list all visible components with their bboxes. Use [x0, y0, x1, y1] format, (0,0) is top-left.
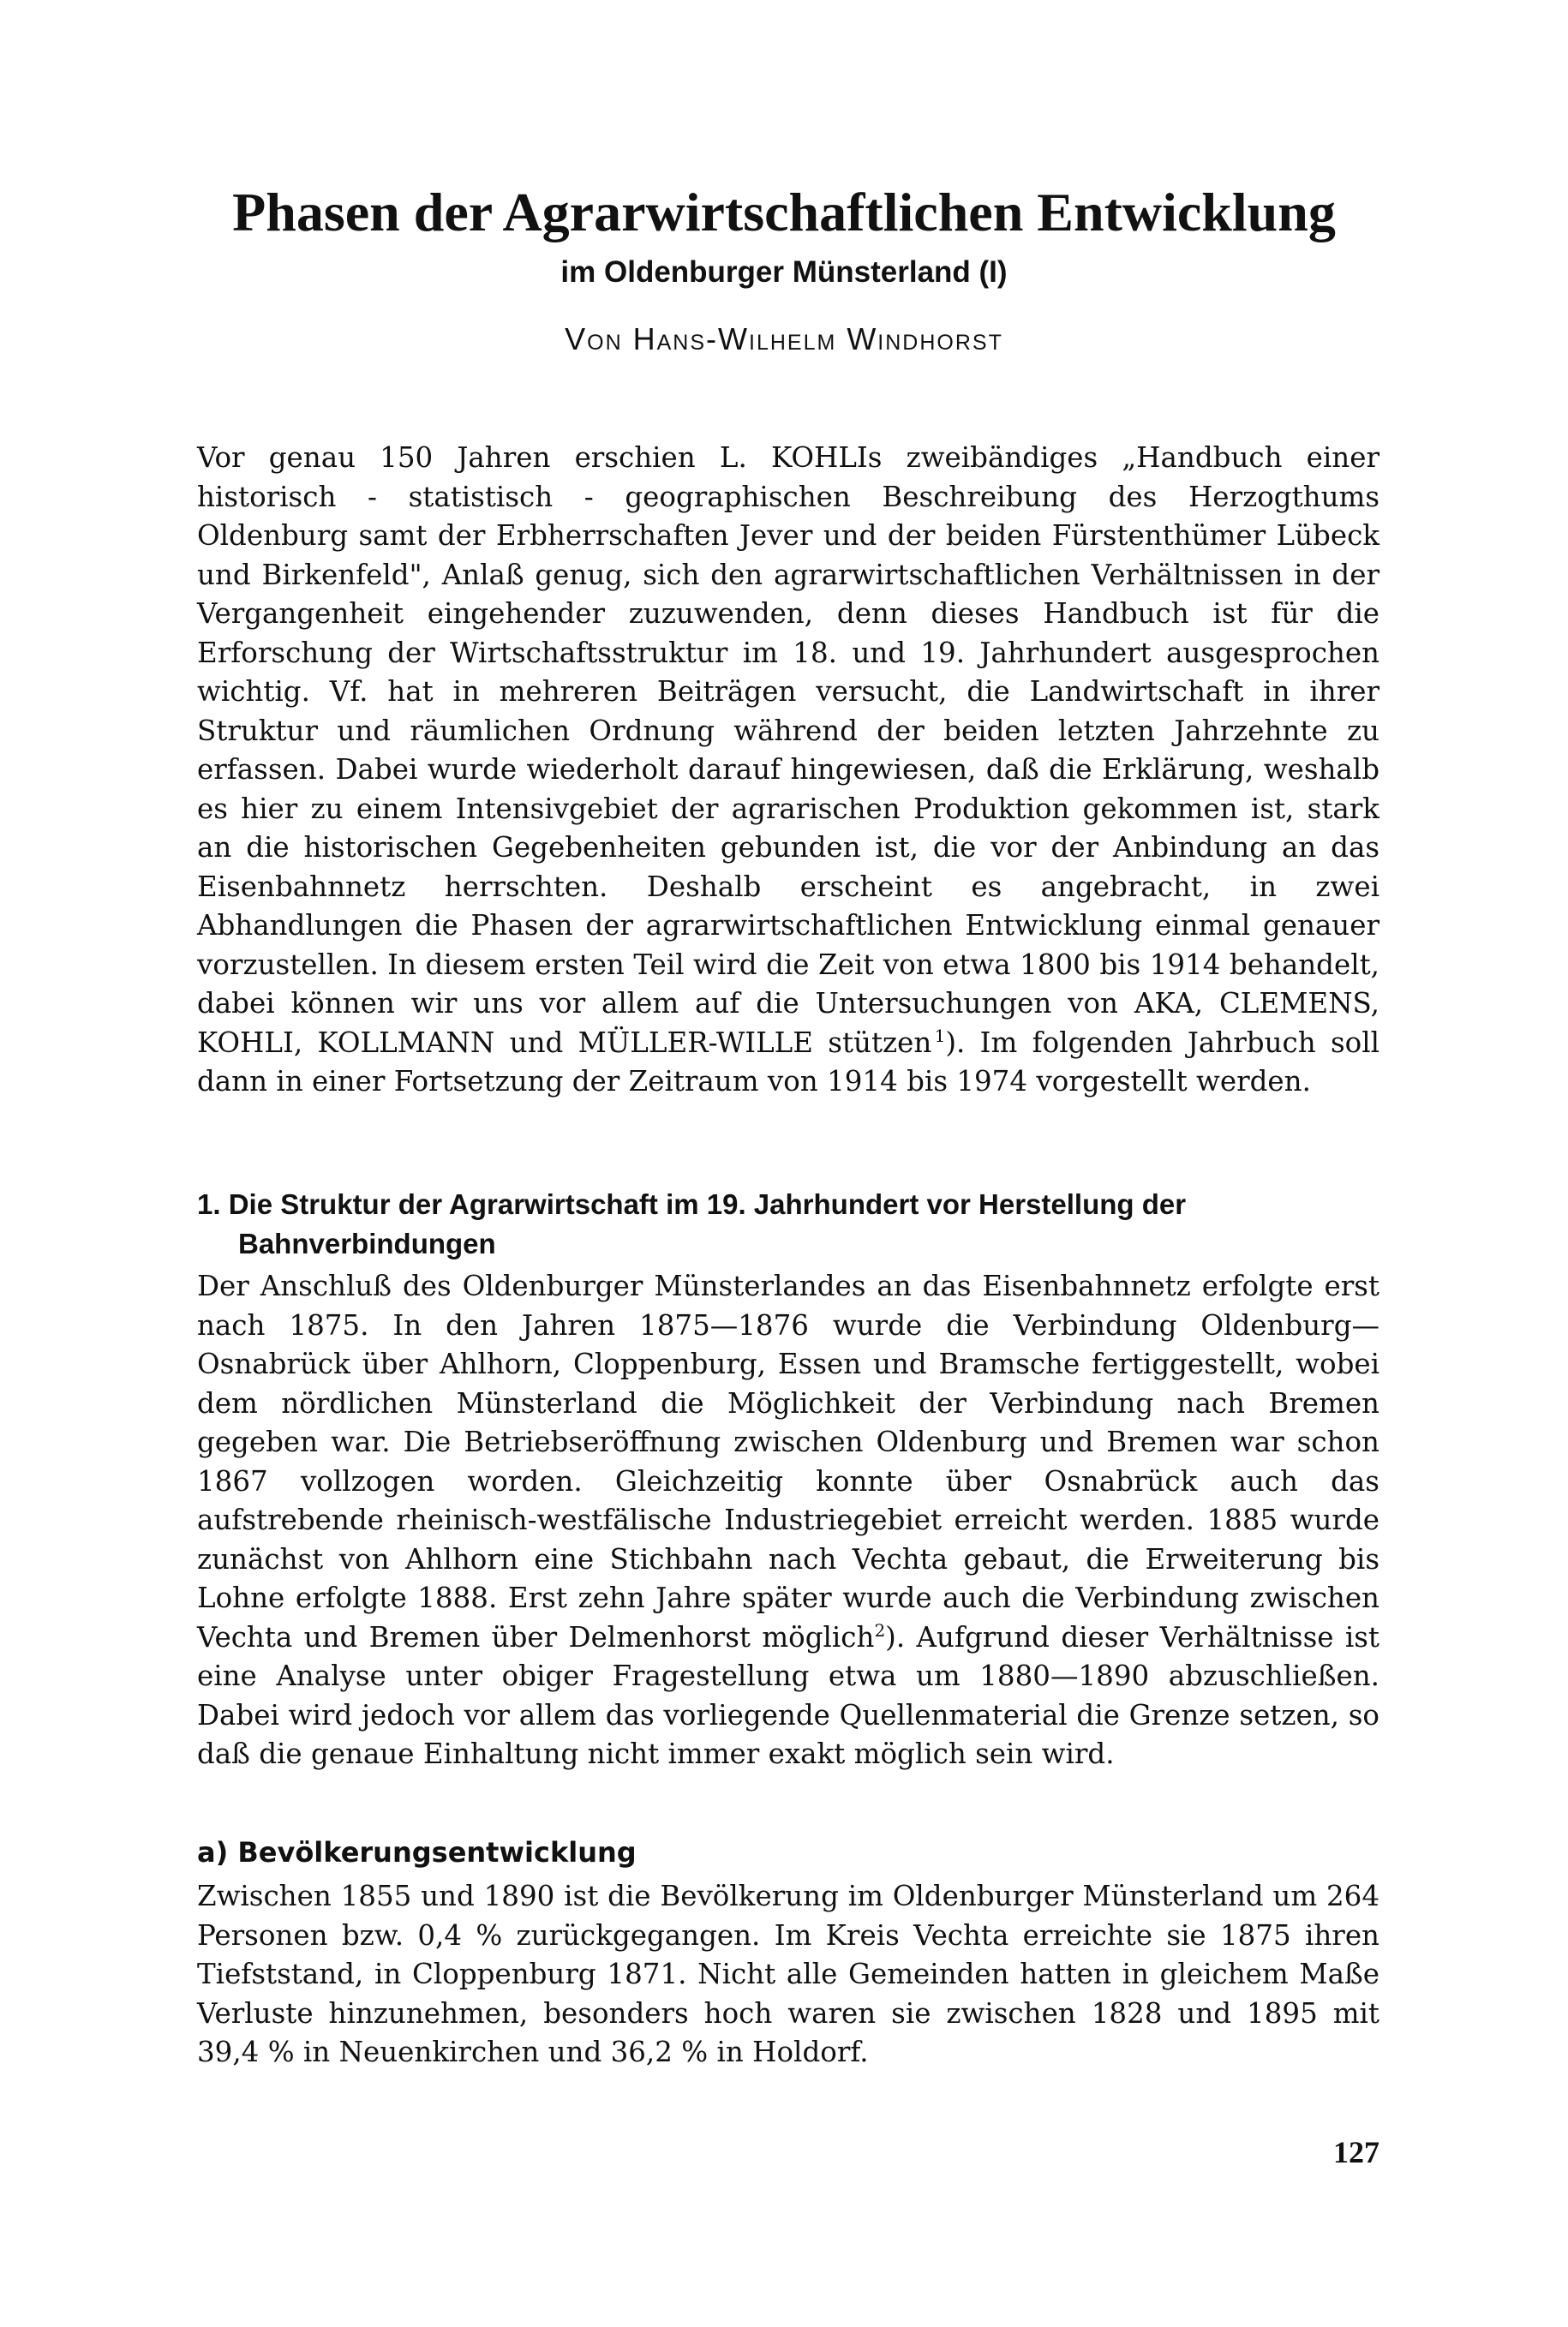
section-1-paragraph [197, 1267, 1379, 1774]
footnote-marker-2: 2 [874, 1619, 886, 1641]
footnote-marker-1: 1 [934, 1025, 946, 1046]
intro-text-part1: Vor genau 150 Jahren erschien L. KOHLIs zweibändiges „Handbuch einer historisch - statistisch - geographischen Beschreibung des Herzogthums Oldenburg samt der Erbherrschaften Jever und der beiden Fürstenthümer Lübeck und Birkenfeld", Anlaß genug, sich den agrarwirtschaftlichen Verhältnissen in der Vergangenheit eingehender zuzuwenden, denn dieses Handbuch ist für die Erforschung der Wirtschaftsstruktur im 18. und 19. Jahrhundert ausgesprochen wichtig. Vf. hat in mehreren Beiträgen versucht, die Landwirtschaft in ihrer Struktur und räumlichen Ordnung während der beiden letzten Jahrzehnte zu erfassen. Dabei wurde wiederholt darauf hingewiesen, daß die Erklärung, weshalb es hier zu einem Intensivgebiet der agrarischen Produktion gekommen ist, stark an die historischen Gegebenheiten gebunden ist, die vor der Anbindung an das Eisenbahnnetz herrschten. Deshalb erscheint es angebracht, in zwei Abhandlungen die Phasen der agrarwirtschaftlichen Entwicklung einmal genauer vorzustellen. In diesem ersten Teil wird die Zeit von etwa 1800 bis 1914 behandelt, dabei können wir uns vor allem auf die Untersuchungen von AKA, CLEMENS, KOHLI, KOLLMANN und MÜLLER-WILLE stützen [197, 441, 1379, 1059]
section-1-text-part1: Der Anschluß des Oldenburger Münsterlandes an das Eisenbahnnetz erfolgte erst nach 1875. In den Jahren 1875—1876 wurde die Verbindung Oldenburg—Osnabrück über Ahlhorn, Cloppenburg, Essen und Bramsche fertiggestellt, wobei dem nördlichen Münsterland die Möglichkeit der Verbindung nach Bremen gegeben war. Die Betriebseröffnung zwischen Oldenburg und Bremen war schon 1867 vollzogen worden. Gleichzeitig konnte über Osnabrück auch das aufstrebende rheinisch-westfälische Industriegebiet erreicht werden. 1885 wurde zunächst von Ahlhorn eine Stichbahn nach Vechta gebaut, die Erweiterung bis Lohne erfolgte 1888. Erst zehn Jahre später wurde auch die Verbindung zwischen Vechta und Bremen über Delmenhorst möglich [197, 1270, 1379, 1654]
page-number: 127 [1333, 2135, 1379, 2169]
section-1-heading: 1. Die Struktur der Agrarwirtschaft im 19. Jahrhundert vor Herstellung der Bahnverbindungen [197, 1188, 1187, 1259]
subsection-a-heading: a) Bevölkerungsentwicklung [197, 1836, 637, 1869]
intro-paragraph [197, 439, 1379, 1102]
article-subtitle: im Oldenburger Münsterland (I) [560, 255, 1008, 289]
article-author: Von Hans-Wilhelm Windhorst [565, 321, 1003, 356]
article-title: Phasen der Agrarwirtschaftlichen Entwicklung [232, 182, 1336, 242]
section-1-text-part2: ). Aufgrund dieser Verhältnisse ist eine Analyse unter obiger Fragestellung etwa um 1880—1890 abzuschließen. Dabei wird jedoch vor allem das vorliegende Quellenmaterial die Grenze setzen, so daß die genaue Einhaltung nicht immer exakt möglich sein wird. [197, 1620, 1379, 1770]
intro-text-part2: ). Im folgenden Jahrbuch soll dann in einer Fortsetzung der Zeitraum von 1914 bis 1974 vorgestellt werden. [197, 1026, 1379, 1098]
subsection-a-paragraph: Zwischen 1855 und 1890 ist die Bevölkerung im Oldenburger Münsterland um 264 Personen bzw. 0,4 % zurückgegangen. Im Kreis Vechta erreichte sie 1875 ihren Tiefststand, in Cloppenburg 1871. Nicht alle Gemeinden hatten in gleichem Maße Verluste hinzunehmen, besonders hoch waren sie zwischen 1828 und 1895 mit 39,4 % in Neuenkirchen und 36,2 % in Holdorf. [197, 1880, 1379, 2068]
